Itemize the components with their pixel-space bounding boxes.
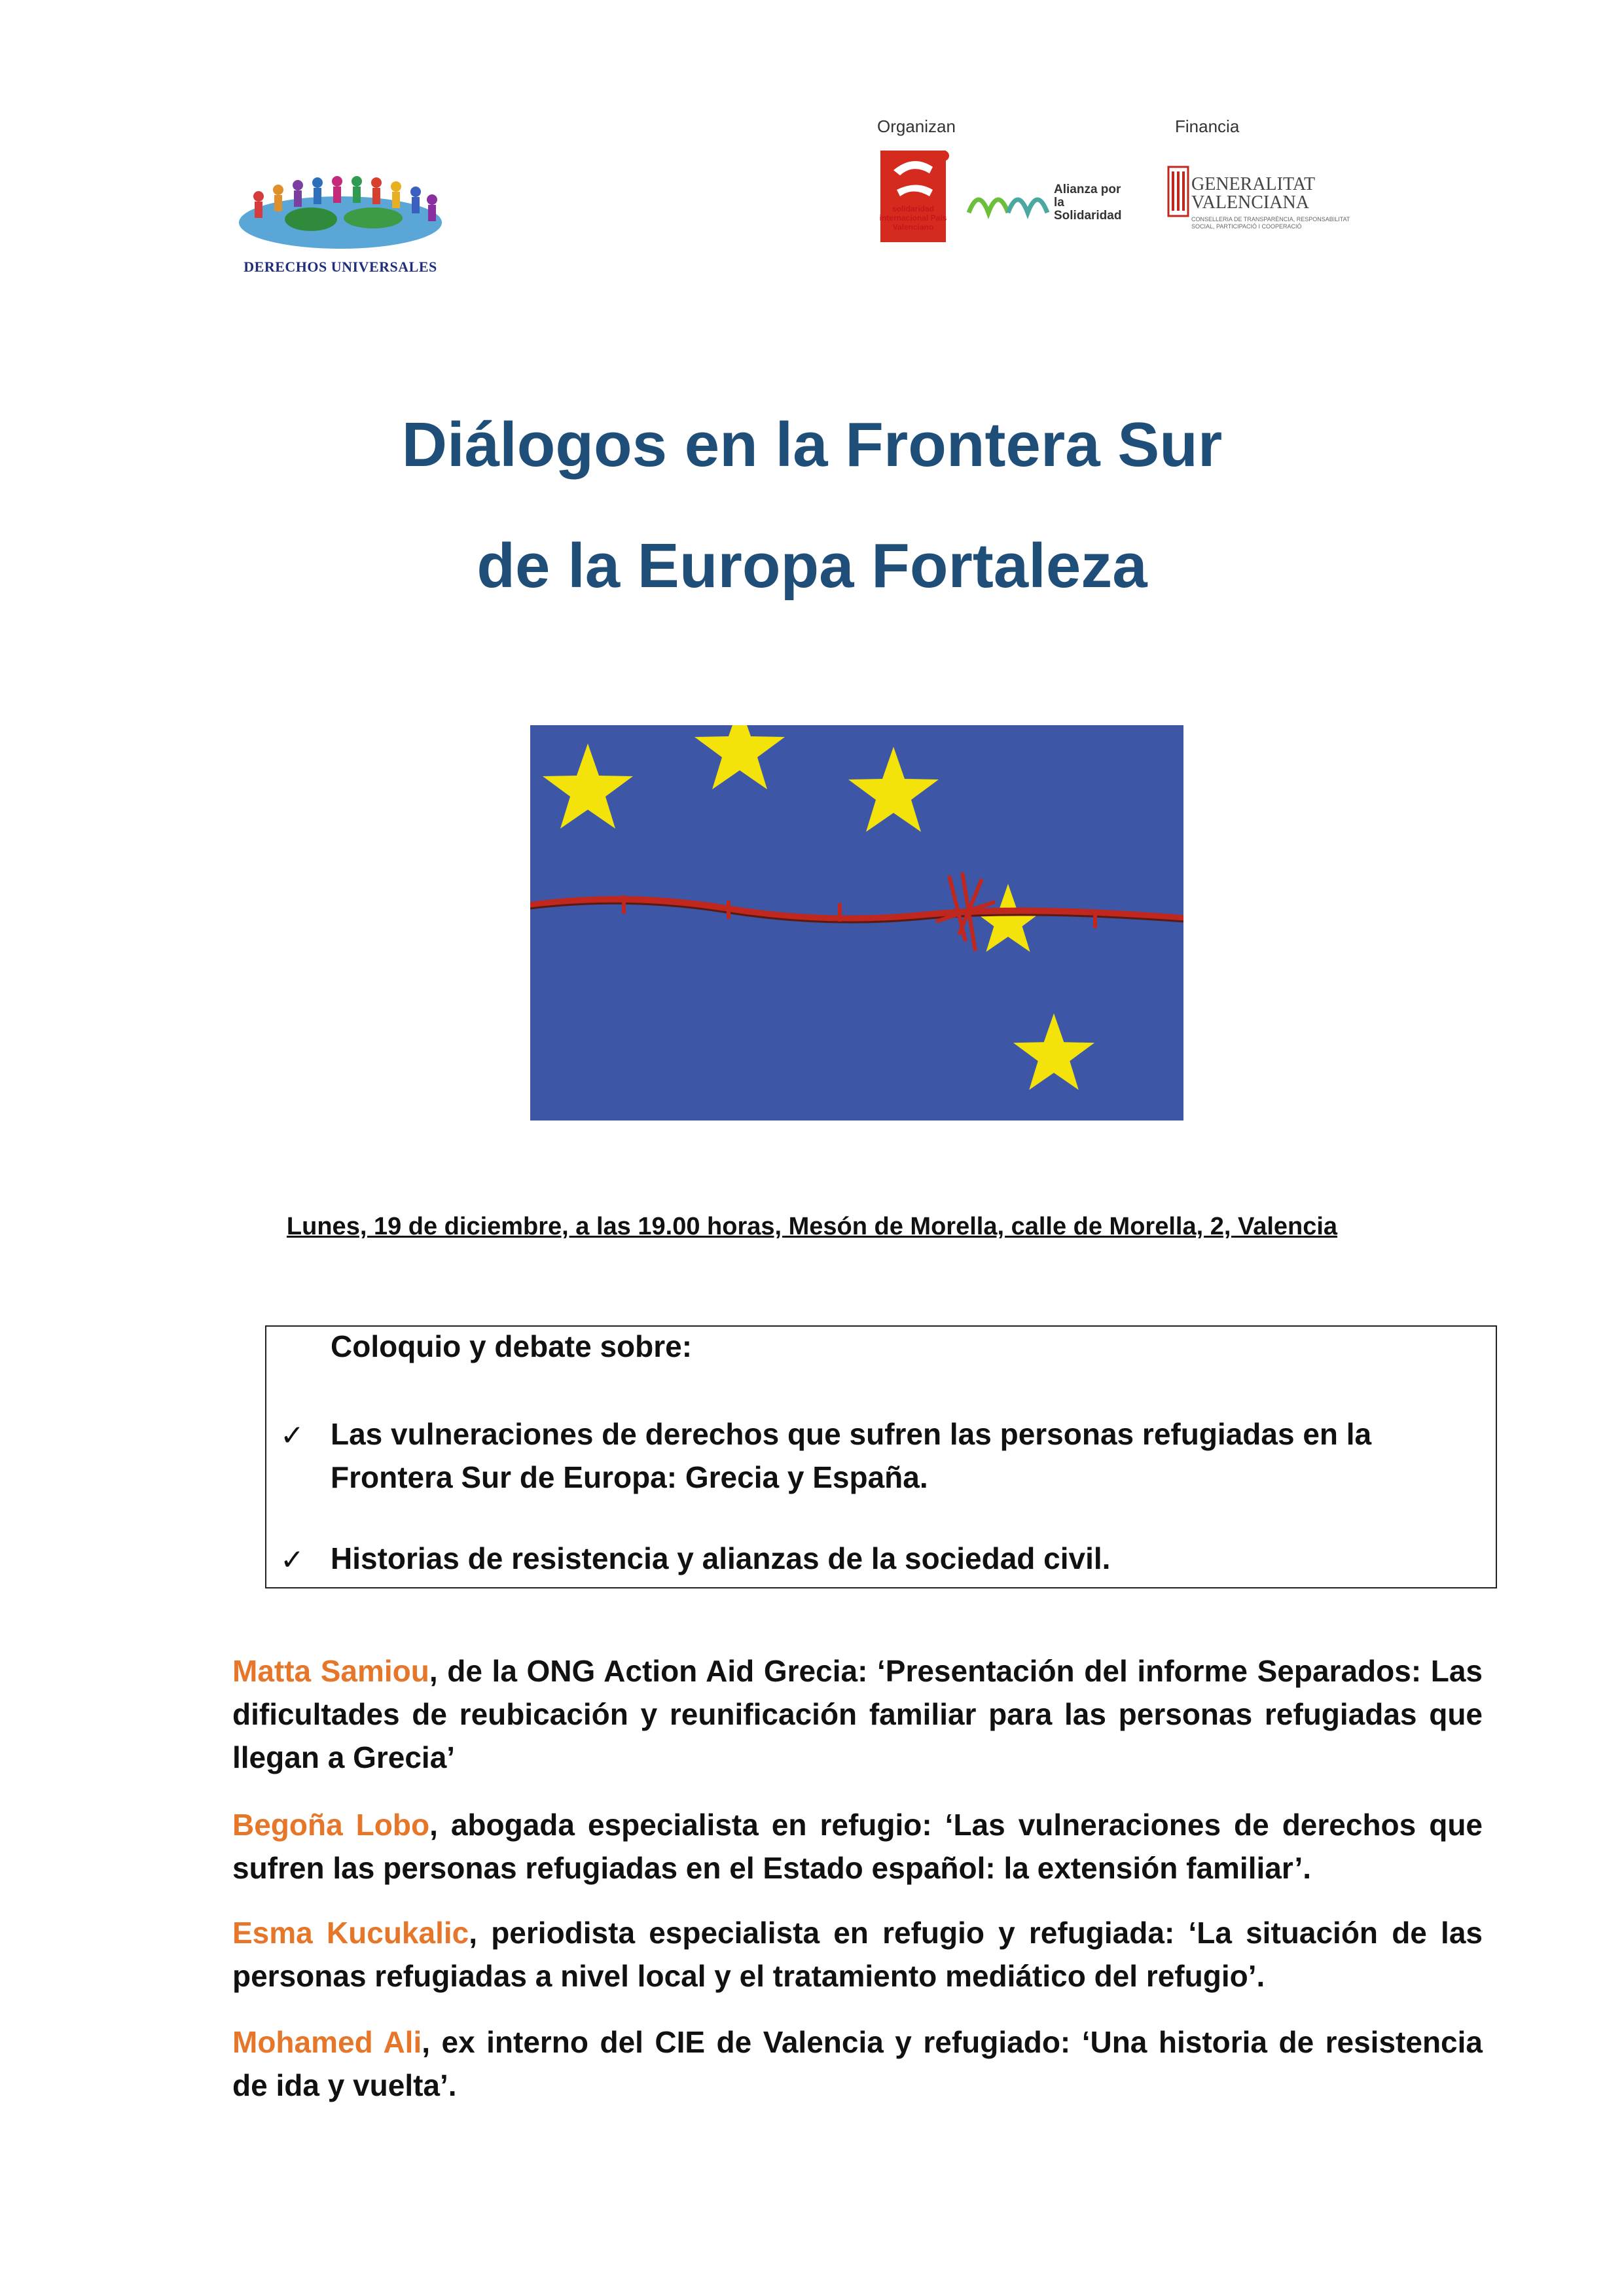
speaker-name: Esma Kucukalic: [232, 1916, 469, 1950]
speaker-description: , de la ONG Action Aid Grecia: ‘Presentación del informe Separados: Las dificultades de reubicación y reunificación familiar para las personas refugiadas que llegan a Grecia’: [232, 1654, 1483, 1774]
speaker-entry: [232, 1803, 1483, 1890]
generalitat-text: GENERALITAT VALENCIANA: [1191, 174, 1315, 213]
speaker-entry: [232, 1649, 1483, 1779]
speaker-name: Mohamed Ali: [232, 2025, 422, 2059]
speaker-name: Matta Samiou: [232, 1654, 429, 1688]
speaker-entry: [232, 1911, 1483, 1998]
solidaridad-internacional-text: solidaridad internacional País Valenciano: [879, 204, 947, 232]
event-details: Lunes, 19 de diciembre, a las 19.00 horas, Mesón de Morella, calle de Morella, 2, Valencia: [286, 1213, 1338, 1240]
generalitat-subtext: CONSELLERIA DE TRANSPARÈNCIA, RESPONSABILITAT SOCIAL, PARTICIPACIÓ I COOPERACIÓ: [1191, 216, 1350, 230]
check-icon: ✓: [280, 1420, 304, 1452]
derechos-universales-caption: DERECHOS UNIVERSALES: [244, 259, 437, 275]
speaker-name: Begoña Lobo: [232, 1808, 430, 1842]
organizan-label: Organizan: [877, 117, 956, 136]
speaker-description: , abogada especialista en refugio: ‘Las vulneraciones de derechos que sufren las personas refugiadas en el Estado español: la extensión familiar’.: [232, 1808, 1483, 1885]
speaker-description: , ex interno del CIE de Valencia y refugiado: ‘Una historia de resistencia de ida y vuelta’.: [232, 2025, 1483, 2102]
topic-item-1-line1: Las vulneraciones de derechos que sufren las personas refugiadas en la: [331, 1417, 1372, 1451]
speaker-description: , periodista especialista en refugio y refugiada: ‘La situación de las personas refugiadas a nivel local y el tratamiento mediático del refugio’.: [232, 1916, 1483, 1993]
topic-item-2-line1: Historias de resistencia y alianzas de la sociedad civil.: [331, 1541, 1111, 1575]
check-icon: ✓: [280, 1544, 304, 1576]
financia-label: Financia: [1175, 117, 1240, 136]
speaker-entry: [232, 2020, 1483, 2107]
topics-heading: Coloquio y debate sobre:: [331, 1329, 693, 1363]
topic-item-1-line2: Frontera Sur de Europa: Grecia y España.: [331, 1460, 928, 1494]
page-title-line2: de la Europa Fortaleza: [477, 531, 1147, 601]
eu-flag-barbed-wire-image: [530, 725, 1183, 1121]
page-title-line1: Diálogos en la Frontera Sur: [401, 410, 1223, 480]
alianza-text: Alianza por la Solidaridad: [1054, 183, 1122, 223]
